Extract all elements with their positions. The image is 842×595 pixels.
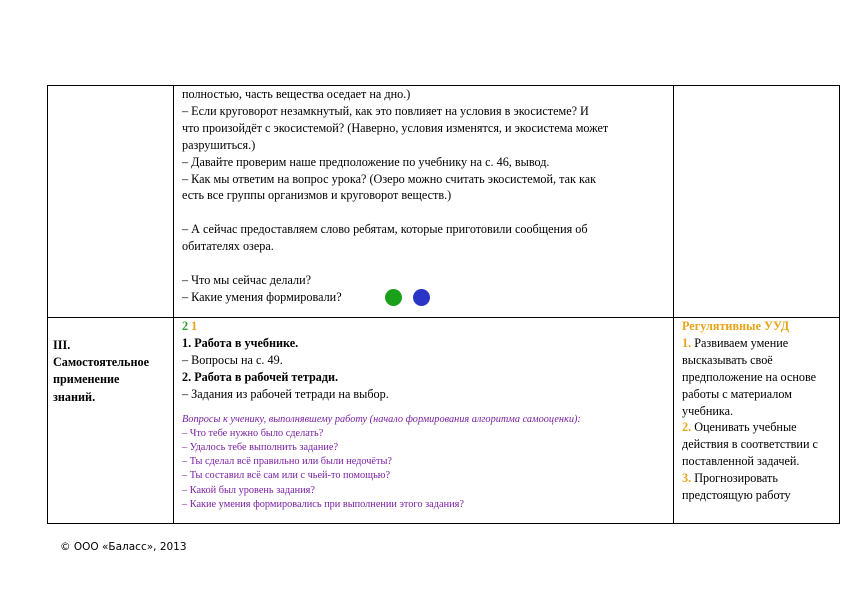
- text-line: [182, 255, 673, 272]
- uud-line: [682, 453, 838, 470]
- text-line: [182, 204, 673, 221]
- uud-number: 1.: [682, 335, 692, 350]
- uud-text: предположение на основе: [682, 369, 817, 384]
- uud-line: [682, 419, 838, 436]
- text-line: разрушиться.): [182, 137, 256, 152]
- question-line: – Ты составил всё сам или с чьей-то помощью?: [182, 470, 391, 482]
- text-line: обитателях озера.: [182, 239, 274, 254]
- text-line: – Если круговорот незамкнутый, как это повлияет на условия в экосистеме? И: [182, 103, 589, 118]
- uud-text: поставленной задачей.: [682, 454, 800, 469]
- uud-text: работы с материалом: [682, 386, 792, 401]
- uud-title: Регулятивные УУД: [682, 319, 790, 333]
- text-line: полностью, часть вещества оседает на дно.): [182, 87, 411, 101]
- stage-line: применение: [53, 372, 120, 387]
- table-row: [47, 317, 840, 523]
- question-line: – Какой был уровень задания?: [182, 484, 315, 496]
- mark-orange: 1: [191, 319, 198, 333]
- uud-cell: [678, 318, 838, 504]
- text-line: – Что мы сейчас делали?: [182, 272, 312, 287]
- uud-line: [682, 487, 838, 504]
- marks: [182, 318, 673, 335]
- uud-text: действия в соответствии с: [682, 437, 818, 452]
- uud-line: [682, 369, 838, 386]
- table-row: [47, 85, 840, 317]
- work-line: – Задания из рабочей тетради на выбор.: [182, 386, 389, 401]
- stage-cell: [47, 337, 173, 406]
- uud-line: [682, 436, 838, 453]
- uud-text: учебника.: [682, 403, 734, 418]
- uud-text: высказывать своё: [682, 352, 773, 367]
- work-cell: [178, 318, 673, 512]
- uud-line: [682, 403, 838, 420]
- uud-line: [682, 386, 838, 403]
- text-line: что произойдёт с экосистемой? (Наверно, условия изменятся, и экосистема может: [182, 120, 609, 135]
- row1-content-cell: [178, 86, 673, 306]
- mark-green: 2: [182, 319, 189, 333]
- uud-number: 3.: [682, 471, 692, 486]
- blue-dot: [413, 289, 430, 306]
- stage-line: III.: [53, 338, 71, 352]
- text-line: – Какие умения формировали?: [182, 289, 342, 304]
- uud-text: предстоящую работу: [682, 488, 791, 503]
- question-line: – Что тебе нужно было сделать?: [182, 427, 324, 439]
- work-line: 1. Работа в учебнике.: [182, 335, 299, 350]
- question-line: – Удалось тебе выполнить задание?: [182, 441, 339, 453]
- stage-line: Самостоятельное: [53, 355, 150, 370]
- uud-number: 2.: [682, 420, 692, 435]
- work-line: – Вопросы на с. 49.: [182, 352, 283, 367]
- text-line: – А сейчас предоставляем слово ребятам, которые приготовили сообщения об: [182, 222, 588, 237]
- question-line: – Какие умения формировались при выполнении этого задания?: [182, 498, 464, 510]
- text-line: есть все группы организмов и круговорот веществ.): [182, 188, 452, 203]
- question-line: – Ты сделал всё правильно или были недочёты?: [182, 456, 392, 468]
- uud-line: [682, 470, 838, 487]
- uud-text: Развиваем умение: [691, 335, 789, 350]
- uud-text: Оценивать учебные: [691, 420, 797, 435]
- uud-line: [682, 352, 838, 369]
- text-line: – Как мы ответим на вопрос урока? (Озеро можно считать экосистемой, так как: [182, 171, 597, 186]
- uud-line: [682, 335, 838, 352]
- green-dot: [385, 289, 402, 306]
- uud-text: Прогнозировать: [691, 471, 778, 486]
- text-line: – Давайте проверим наше предположение по учебнику на с. 46, вывод.: [182, 154, 550, 169]
- questions-title: Вопросы к ученику, выполнявшему работу (начало формирования алгоритма самооценки):: [182, 413, 581, 425]
- copyright-footer: © ООО «Баласс», 2013: [60, 541, 187, 553]
- stage-line: знаний.: [53, 389, 96, 404]
- work-line: 2. Работа в рабочей тетради.: [182, 369, 339, 384]
